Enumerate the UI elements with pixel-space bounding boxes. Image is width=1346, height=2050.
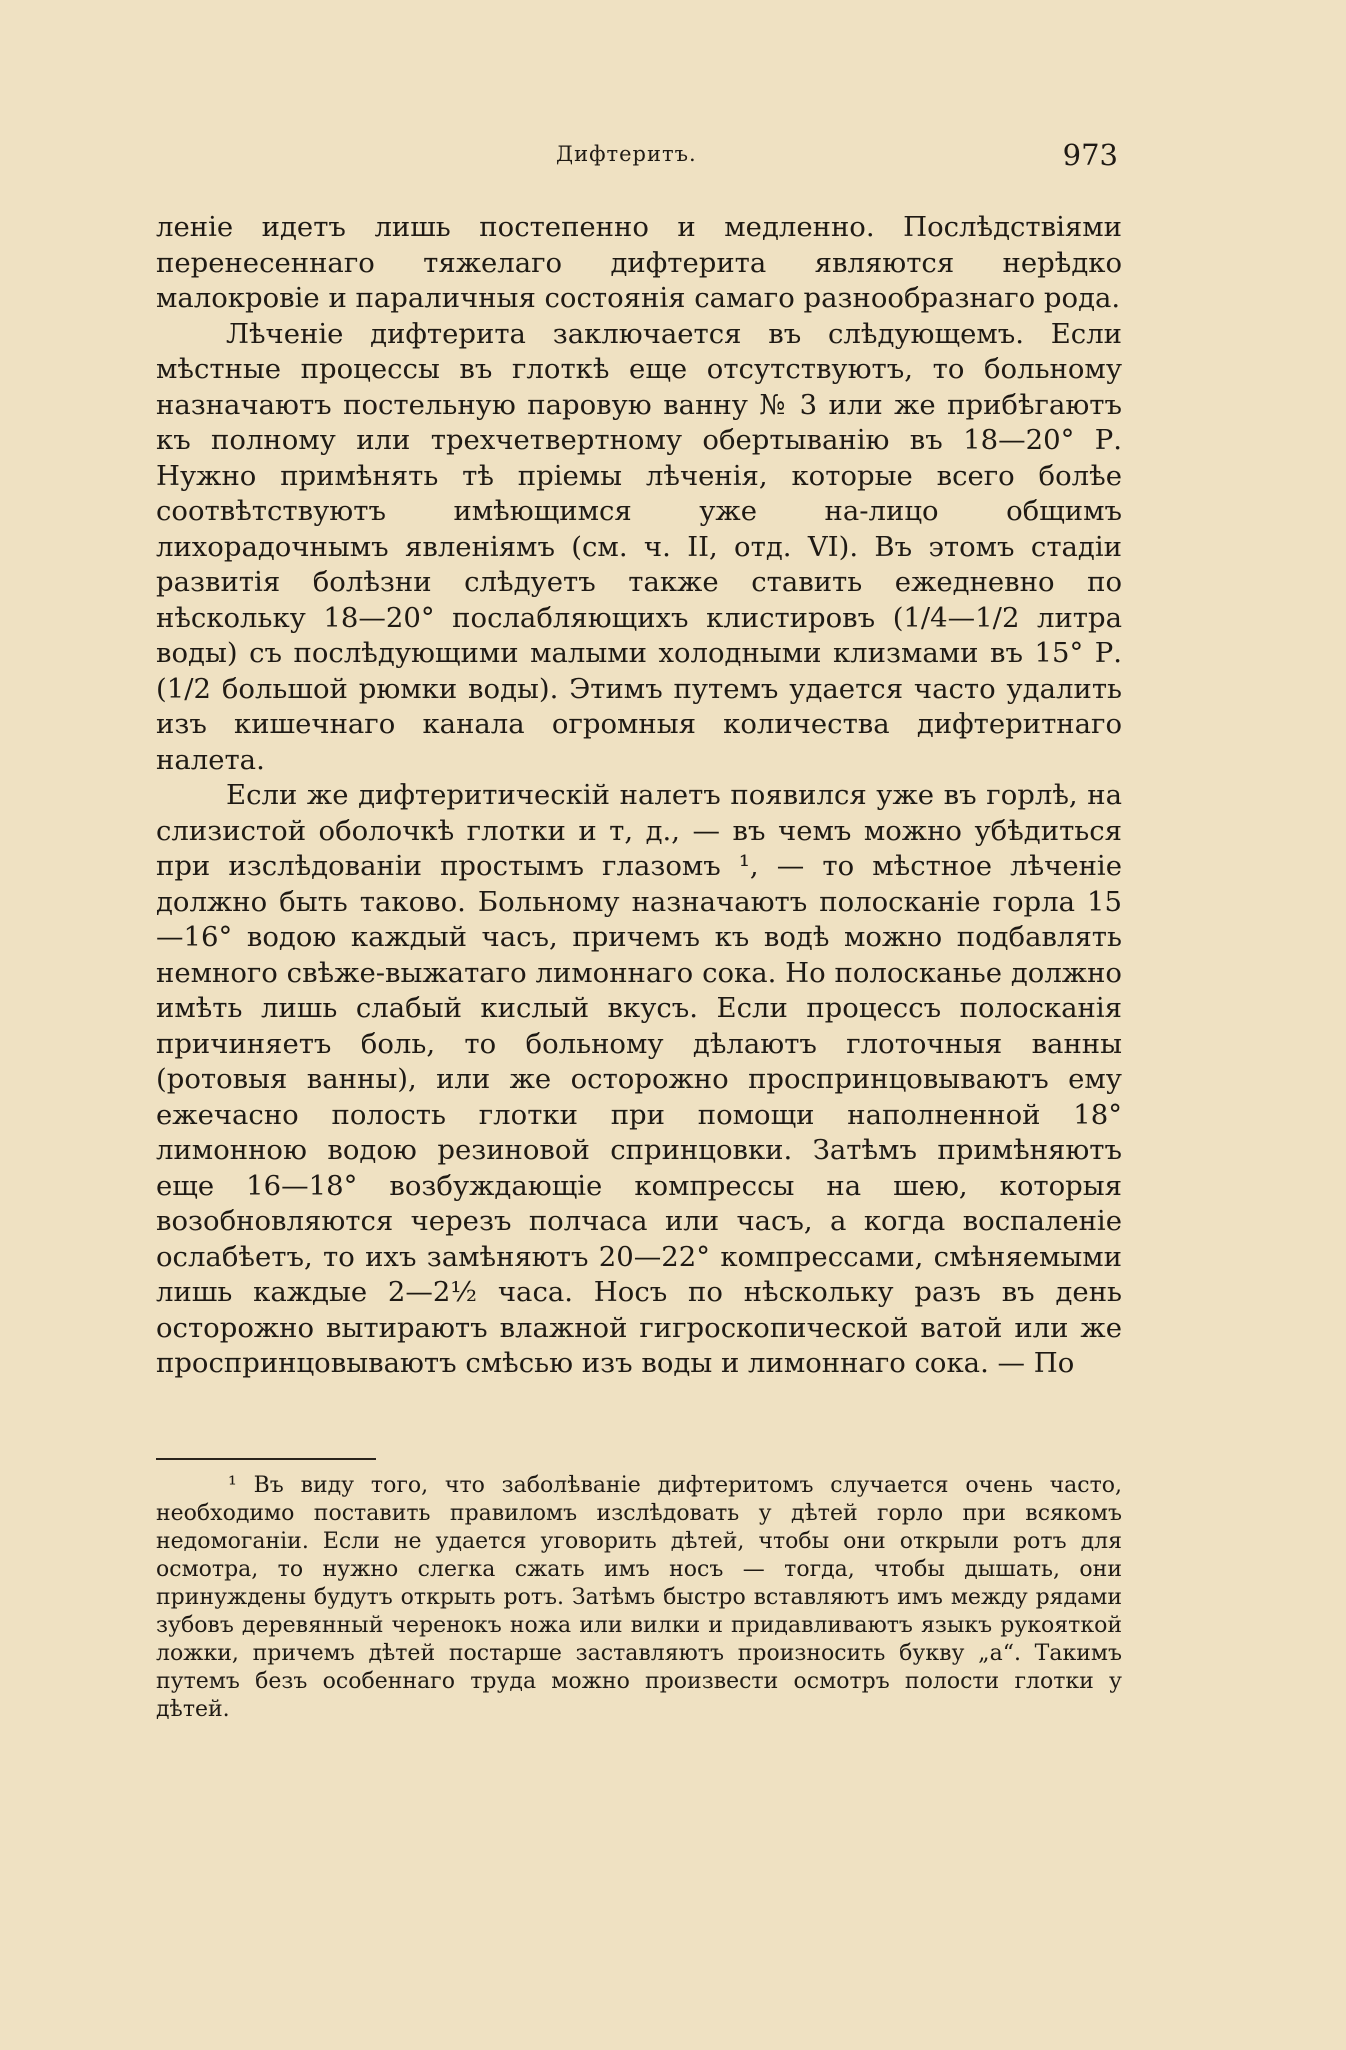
paragraph: Лѣченіе дифтерита заключается въ слѣдующемъ. Если мѣстные процессы въ глоткѣ еще отсутствуютъ, то больному назначаютъ постельную паровую ванну № 3 или же прибѣгаютъ къ полному или трехчетвертному обертыванію въ 18—20° Р. Нужно примѣнять тѣ пріемы лѣченія, которые всего болѣе соотвѣтствуютъ имѣющимся уже на-лицо общимъ лихорадочнымъ явленіямъ (см. ч. II, отд. VI). Въ этомъ стадіи развитія болѣзни слѣдуетъ также ставить ежедневно по нѣскольку 18—20° послабляющихъ клистировъ (1/4—1/2 литра воды) съ послѣдующими малыми холодными клизмами въ 15° Р. (1/2 большой рюмки воды). Этимъ путемъ удается часто удалить изъ кишечнаго канала огромныя количества дифтеритнаго налета. bbox=[156, 317, 1122, 776]
body-text bbox=[156, 210, 1122, 1382]
footnote-text: ¹ Въ виду того, что заболѣваніе дифтеритомъ случается очень часто, необходимо поставить правиломъ изслѣдовать у дѣтей горло при всякомъ недомоганіи. Если не удается уговорить дѣтей, чтобы они открыли ротъ для осмотра, то нужно слегка сжать имъ носъ — тогда, чтобы дышать, они принуждены будутъ открыть ротъ. Затѣмъ быстро вставляютъ имъ между рядами зубовъ деревянный черенокъ ножа или вилки и придавливаютъ языкъ рукояткой ложки, причемъ дѣтей постарше заставляютъ произносить букву „а“. Такимъ путемъ безъ особеннаго труда можно произвести осмотръ полости глотки у дѣтей. bbox=[156, 1473, 1122, 1722]
running-title: Дифтеритъ. bbox=[556, 142, 697, 166]
paragraph: Если же дифтеритическій налетъ появился уже въ горлѣ, на слизистой оболочкѣ глотки и т, д., — въ чемъ можно убѣдиться при изслѣдованіи простымъ глазомъ ¹, — то мѣстное лѣченіе должно быть таково. Больному назначаютъ полосканіе горла 15—16° водою каждый часъ, причемъ къ водѣ можно подбавлять немного свѣже-выжатаго лимоннаго сока. Но полосканье должно имѣть лишь слабый кислый вкусъ. Если процессъ полосканія причиняетъ боль, то больному дѣлаютъ глоточныя ванны (ротовыя ванны), или же осторожно проспринцовываютъ ему ежечасно полость глотки при помощи наполненной 18° лимонною водою резиновой спринцовки. Затѣмъ примѣняютъ еще 16—18° возбуждающіе компрессы на шею, которыя возобновляются черезъ полчаса или часъ, а когда воспаленіе ослабѣетъ, то ихъ замѣняютъ 20—22° компрессами, смѣняемыми лишь каждые 2—2½ часа. Носъ по нѣскольку разъ въ день осторожно вытираютъ влажной гигроскопической ватой или же проспринцовываютъ смѣсью изъ воды и лимоннаго сока. — По bbox=[156, 779, 1122, 1379]
footnote-rule bbox=[156, 1458, 376, 1460]
page-number: 973 bbox=[1062, 138, 1118, 172]
paragraph: леніе идетъ лишь постепенно и медленно. Послѣдствіями перенесеннаго тяжелаго дифтерита являются нерѣдко малокровіе и параличныя состоянія самаго разнообразнаго рода. bbox=[156, 211, 1122, 314]
footnote bbox=[156, 1472, 1122, 1724]
running-header bbox=[156, 138, 1122, 178]
